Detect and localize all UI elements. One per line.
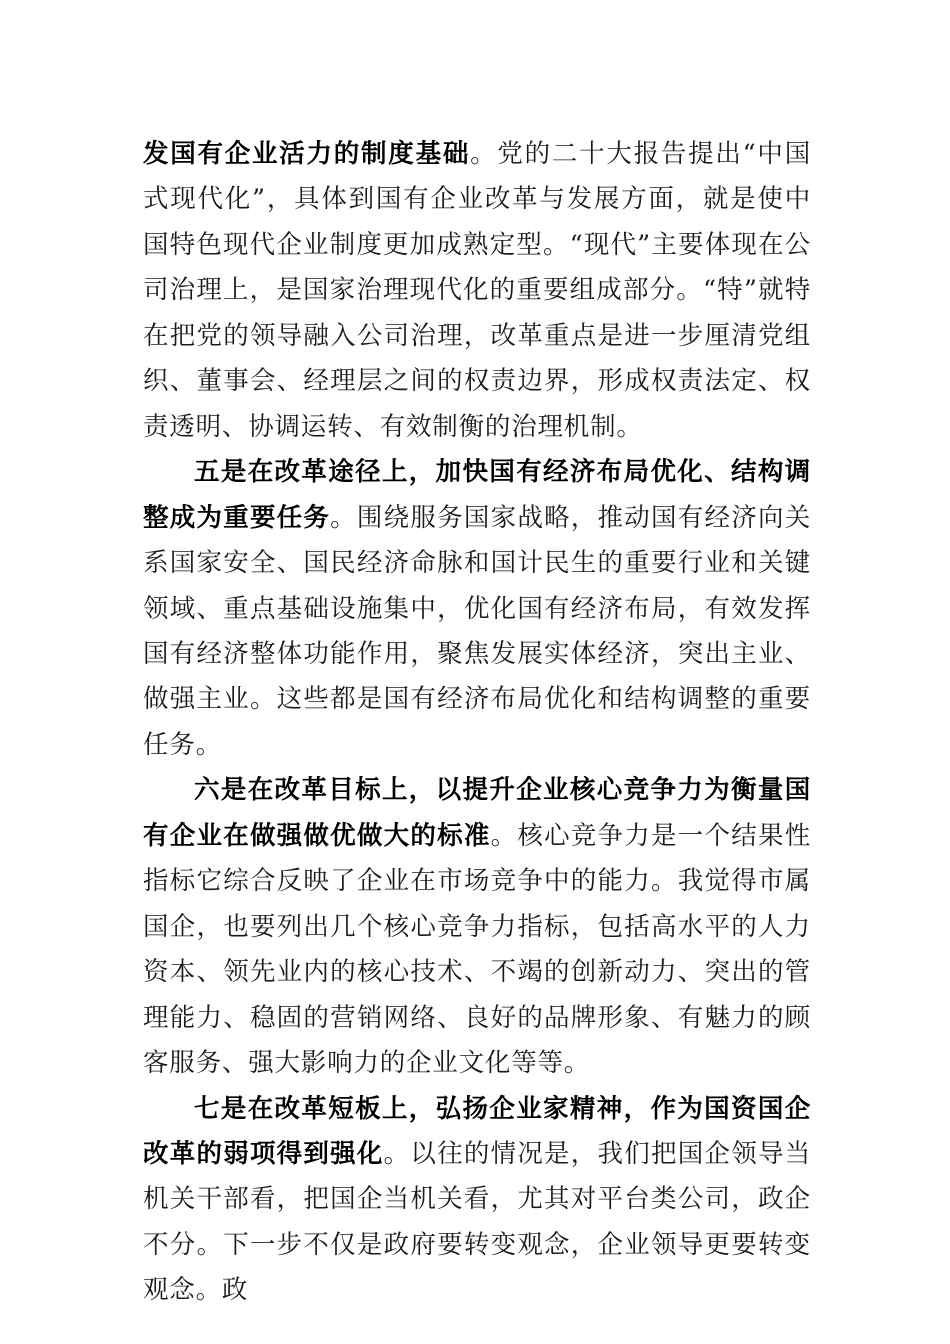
paragraph-3 [143, 768, 811, 1086]
document-body [143, 132, 811, 1314]
paragraph-2 [143, 450, 811, 768]
paragraph-3-lead: 六是在改革目标上，以提升企业核心竞争力为衡量国有企业在做强做优做大的标准 [143, 775, 811, 851]
paragraph-4 [143, 1087, 811, 1314]
paragraph-2-lead: 五是在改革途径上，加快国有经济布局优化、结构调整成为重要任务 [143, 457, 811, 533]
paragraph-4-lead: 七是在改革短板上，弘扬企业家精神，作为国资国企改革的弱项得到强化 [143, 1093, 811, 1169]
paragraph-4-body: 。以往的情况是，我们把国企领导当机关干部看，把国企当机关看，尤其对平台类公司，政企不分。下一步不仅是政府要转变观念，企业领导更要转变观念。政 [143, 1138, 811, 1306]
paragraph-1 [143, 132, 811, 450]
paragraph-1-body: 。党的二十大报告提出“中国式现代化”，具体到国有企业改革与发展方面，就是使中国特色现代企业制度更加成熟定型。“现代”主要体现在公司治理上，是国家治理现代化的重要组成部分。“特”就特在把党的领导融入公司治理，改革重点是进一步厘清党组织、董事会、经理层之间的权责边界，形成权责法定、权责透明、协调运转、有效制衡的治理机制。 [143, 139, 811, 442]
paragraph-3-body: 。核心竞争力是一个结果性指标它综合反映了企业在市场竞争中的能力。我觉得市属国企，也要列出几个核心竞争力指标，包括高水平的人力资本、领先业内的核心技术、不竭的创新动力、突出的管理能力、稳固的营销网络、良好的品牌形象、有魅力的顾客服务、强大影响力的企业文化等等。 [143, 820, 811, 1079]
paragraph-2-body: 。围绕服务国家战略，推动国有经济向关系国家安全、国民经济命脉和国计民生的重要行业和关键领域、重点基础设施集中，优化国有经济布局，有效发挥国有经济整体功能作用，聚焦发展实体经济，突出主业、做强主业。这些都是国有经济布局优化和结构调整的重要任务。 [143, 502, 811, 760]
paragraph-1-lead: 发国有企业活力的制度基础 [143, 139, 471, 169]
